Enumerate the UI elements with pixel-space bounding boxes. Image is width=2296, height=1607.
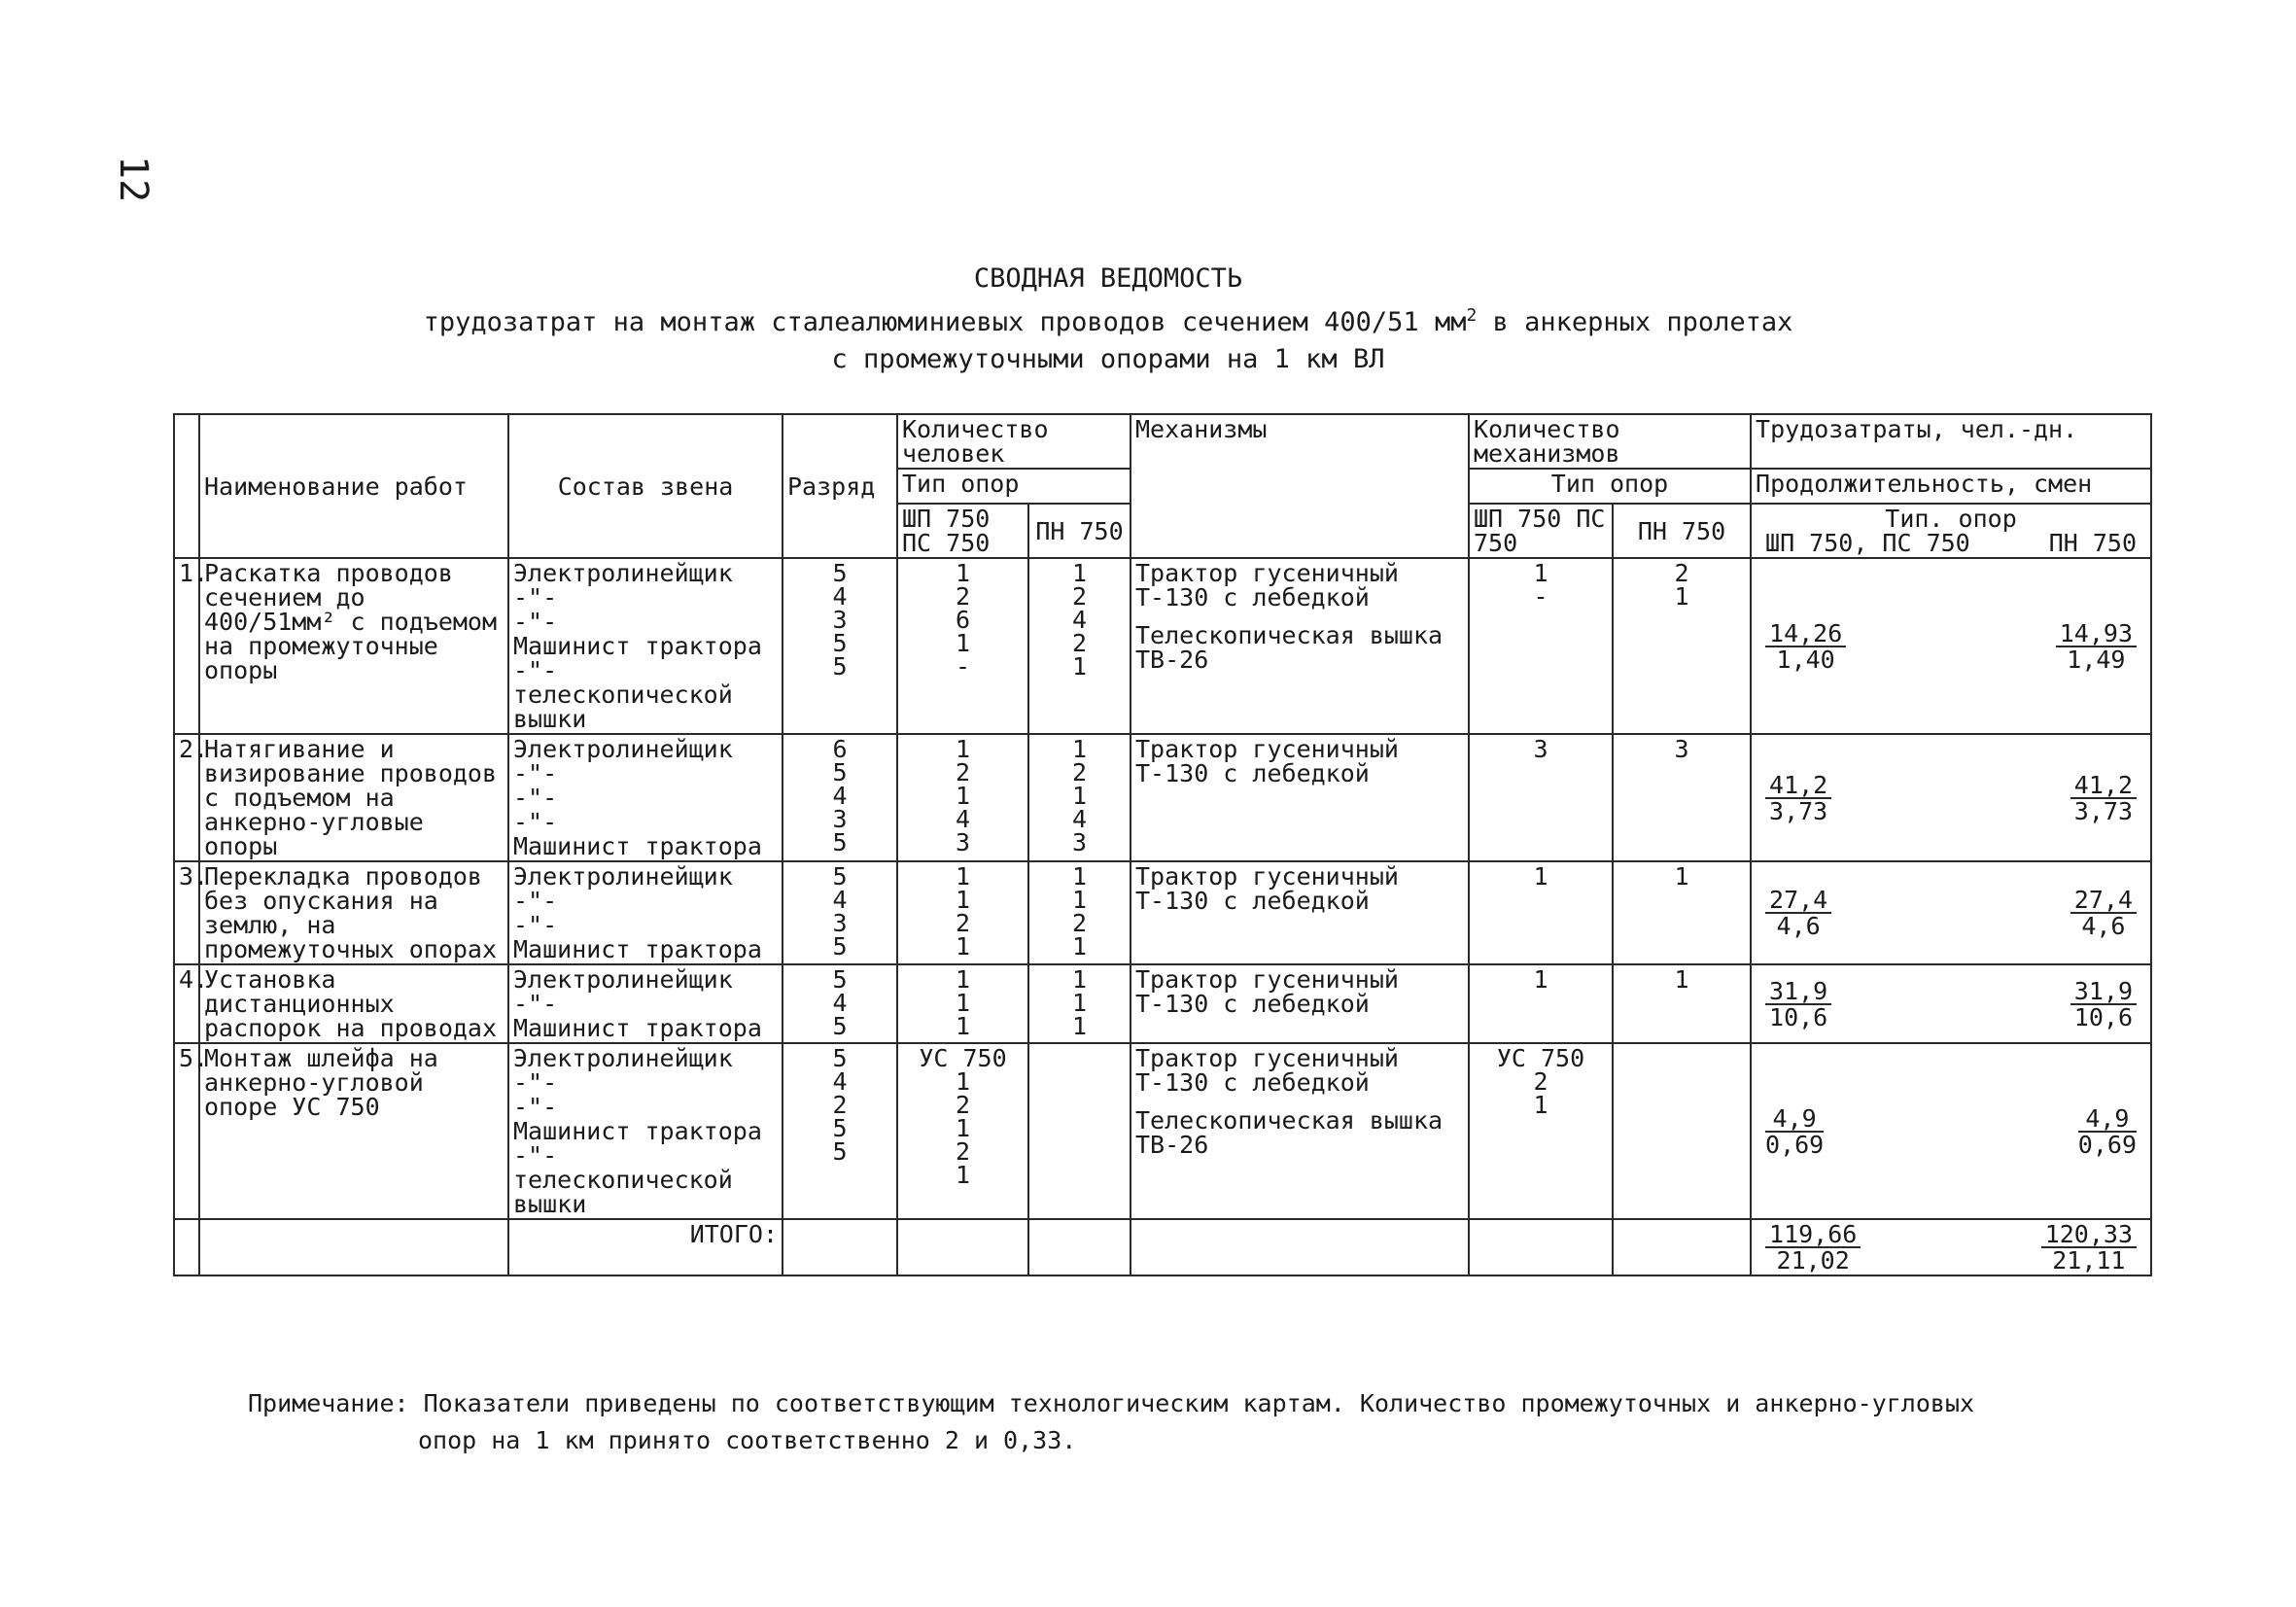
title-line-2-b: в анкерных пролетах [1477,307,1793,337]
labor-values [1756,976,2146,1031]
duration-value-b: 0,69 [2077,1130,2138,1159]
crew-member: -"- [513,583,558,611]
total-empty [1131,1219,1469,1275]
total-empty [199,1219,508,1275]
grade-list-item: 5 [832,629,848,657]
mechanisms [1131,1043,1469,1219]
table-row [174,861,2151,964]
labor-fraction-a [1765,888,1831,938]
labor-fraction-a [1765,618,1846,674]
grade-list [783,558,897,734]
crew-member: -"- [513,1068,558,1097]
crew-member: Машинист трактора [513,832,762,860]
footnote [248,1385,2143,1459]
people-pn-item: 2 [1071,909,1088,937]
crew-member: Машинист трактора [513,1014,762,1042]
mech-qty-pn-item: 2 [1674,559,1689,587]
mech-qty-shp-ps [1469,964,1613,1043]
duration-value-b: 10,6 [2073,1002,2134,1031]
grade-list-item: 4 [832,782,848,810]
crew-composition [508,1043,783,1219]
mechanism-item: Трактор гусеничный Т-130 с лебедкой [1135,965,1399,1018]
mechanisms [1131,558,1469,734]
crew-member: -"- [513,887,558,915]
summary-table [173,413,2152,1276]
people-shp-ps [897,734,1028,861]
mech-qty-shp-ps-item: 2 [1533,1067,1548,1096]
header-mech-shp-ps: ШП 750 ПС 750 [1469,504,1613,558]
people-pn-item: 2 [1071,758,1088,786]
header-type-supports-label: Тип. опор [1885,505,2017,533]
mech-qty-shp-ps-item: 1 [1533,559,1548,587]
grade-list-item: 6 [832,735,848,763]
crew-member: -"- [513,1093,558,1121]
labor-fraction-b [2070,770,2137,825]
grade-list-item: 5 [832,828,848,856]
grade-list-item: 4 [832,1067,848,1096]
labor-duration [1751,734,2151,861]
footnote-label: Примечание: [248,1389,409,1417]
header-people-pn: ПН 750 [1028,504,1131,558]
labor-duration [1751,861,2151,964]
title-line-2-a: трудозатрат на монтаж сталеалюминиевых проводов сечением 400/51 мм [423,307,1467,337]
mech-qty-pn-item: 1 [1674,582,1689,611]
mechanisms [1131,964,1469,1043]
labor-value-a: 14,26 [1765,621,1846,647]
grade-list-item: 4 [832,886,848,914]
crew-member: Электролинейщик [513,965,733,994]
people-pn-item: 4 [1071,606,1088,634]
labor-fraction-b [2077,1103,2138,1159]
people-pn [1028,1043,1131,1219]
people-shp-ps-item: 2 [955,582,971,611]
crew-member: -"- [513,808,558,836]
mech-qty-pn [1613,1043,1751,1219]
table-row [174,1043,2151,1219]
row-number: 4. [174,964,199,1043]
total-empty [897,1219,1028,1275]
labor-value-a: 41,2 [1765,773,1831,799]
people-pn-item: 1 [1071,886,1088,914]
crew-member: -"- телескопической вышки [513,1141,733,1218]
total-empty [1613,1219,1751,1275]
crew-member: -"- телескопической вышки [513,656,733,733]
total-empty [174,1219,199,1275]
header-duration: Продолжительность, смен [1751,469,2151,504]
grade-list-item: 5 [832,559,848,587]
work-name: Натягивание и визирование проводов с подъемом на анкерно-угловые опоры [199,734,508,861]
people-shp-ps [897,558,1028,734]
header-mechanisms: Механизмы [1131,414,1469,558]
labor-values [1756,618,2146,674]
labor-fraction-b [2041,1222,2137,1273]
crew-member: Электролинейщик [513,735,733,763]
labor-value-b: 120,33 [2041,1222,2137,1248]
crew-member: -"- [513,911,558,939]
labor-duration [1751,1043,2151,1219]
document-title [175,261,2041,378]
labor-value-a: 27,4 [1765,888,1831,914]
mechanisms [1131,861,1469,964]
total-empty [1028,1219,1131,1275]
people-pn-item: 2 [1071,629,1088,657]
mech-qty-pn [1613,861,1751,964]
grade-list-item: 5 [832,1137,848,1166]
grade-list-item: 5 [832,1114,848,1142]
mech-qty-pn-item: 1 [1674,862,1689,891]
crew-member: Машинист трактора [513,935,762,963]
mechanism-item: Трактор гусеничный Т-130 с лебедкой [1135,559,1399,611]
people-pn-item: 3 [1071,828,1088,856]
header-type-supports-cols [1756,531,2146,555]
people-pn-item: 4 [1071,805,1088,833]
mechanism-item: Трактор гусеничный Т-130 с лебедкой [1135,735,1399,787]
work-name: Монтаж шлейфа на анкерно-угловой опоре УС 750 [199,1043,508,1219]
crew-member: Электролинейщик [513,862,733,891]
crew-member: Электролинейщик [513,559,733,587]
crew-composition [508,734,783,861]
people-shp-ps-item: 2 [955,758,971,786]
work-name: Раскатка проводов сечением до 400/51мм² с подъемом на промежуточные опоры [199,558,508,734]
total-row [174,1219,2151,1275]
duration-value-a: 4,6 [1776,912,1821,940]
footnote-line-1 [248,1385,2143,1422]
header-type-supports [1751,504,2151,558]
footnote-text-1: Показатели приведены по соответствующим технологическим картам. Количество промежуточных и анкерно-угловых [408,1389,1975,1417]
header-num [174,414,199,558]
header-crew: Состав звена [508,414,783,558]
crew-member: -"- [513,759,558,787]
header-labor-shp-ps: ШП 750, ПС 750 [1765,529,1970,557]
title-line-1: СВОДНАЯ ВЕДОМОСТЬ [973,263,1243,294]
mech-qty-shp-ps-item: 3 [1533,735,1548,763]
total-empty [783,1219,897,1275]
labor-values [1756,770,2146,825]
mech-qty-shp-ps [1469,558,1613,734]
grade-list [783,734,897,861]
people-pn-item: 1 [1071,965,1088,994]
mech-qty-shp-ps [1469,861,1613,964]
labor-fraction-b [2056,618,2137,674]
title-line-2-sup: 2 [1466,305,1478,326]
header-support-type-mech: Тип опор [1469,469,1751,504]
labor-duration [1751,964,2151,1043]
people-shp-ps [897,861,1028,964]
header-name: Наименование работ [199,414,508,558]
people-pn [1028,861,1131,964]
crew-member: -"- [513,608,558,636]
footnote-line-2: опор на 1 км принято соответственно 2 и 0,33. [418,1426,1077,1454]
people-pn-item: 1 [1071,862,1088,891]
labor-value-a: 31,9 [1765,979,1831,1005]
people-pn-item: 2 [1071,582,1088,611]
people-shp-ps-item: 1 [955,629,971,657]
duration-value-a: 0,69 [1765,1130,1825,1159]
people-shp-ps-item: 6 [955,606,971,634]
duration-value-b: 1,49 [2067,645,2126,674]
mech-qty-shp-ps-item: 1 [1533,965,1548,994]
people-pn-item: 1 [1071,989,1088,1017]
people-shp-ps-item: 1 [955,862,971,891]
crew-member: -"- [513,784,558,812]
labor-value-a: 119,66 [1765,1222,1861,1248]
people-shp-ps-item: 1 [955,1114,971,1142]
grade-list-item: 3 [832,606,848,634]
mech-qty-pn-item: 3 [1674,735,1689,763]
duration-value-b: 3,73 [2073,796,2134,825]
people-shp-ps [897,1043,1028,1219]
grade-list-item: 4 [832,989,848,1017]
page-number: 12 [111,156,156,203]
labor-value-a: 4,9 [1765,1106,1824,1133]
people-shp-ps-item: 1 [955,1067,971,1096]
grade-list-item: 2 [832,1091,848,1119]
header-labor: Трудозатраты, чел.-дн. [1751,414,2151,469]
people-pn-item: 1 [1071,735,1088,763]
people-shp-ps-item: 1 [955,559,971,587]
people-shp-ps-item: 1 [955,965,971,994]
grade-list-item: 5 [832,862,848,891]
grade-list-item: 4 [832,582,848,611]
people-pn-item: 1 [1071,559,1088,587]
people-shp-ps-item: 2 [955,1091,971,1119]
row-number: 2. [174,734,199,861]
mech-qty-pn [1613,964,1751,1043]
crew-member: -"- [513,990,558,1018]
mech-qty-pn-item: 1 [1674,965,1689,994]
total-label: ИТОГО: [508,1219,783,1275]
people-shp-ps [897,964,1028,1043]
row-number: 5. [174,1043,199,1219]
labor-fraction-b [2070,888,2137,938]
people-pn [1028,964,1131,1043]
mech-qty-shp-ps [1469,1043,1613,1219]
crew-member: Машинист трактора [513,1117,762,1145]
header-people-shp-ps: ШП 750 ПС 750 [897,504,1028,558]
people-shp-ps-item: - [955,652,971,681]
header-people-qty: Количество человек [897,414,1131,469]
people-pn [1028,558,1131,734]
mechanism-item: Телескопическая вышка ТВ-26 [1135,1106,1444,1159]
people-shp-ps-item: 2 [955,909,971,937]
labor-fraction-a [1765,770,1831,825]
table-row [174,558,2151,734]
people-pn-item: 1 [1071,1012,1088,1040]
people-shp-ps-item: 1 [955,782,971,810]
mechanism-item: Телескопическая вышка ТВ-26 [1135,621,1444,674]
grade-list-item: 5 [832,965,848,994]
labor-value-b: 41,2 [2070,773,2137,799]
people-shp-ps-item: 1 [955,932,971,961]
total-labor-duration [1751,1219,2151,1275]
people-shp-ps-item: 2 [955,1137,971,1166]
labor-values [1756,1103,2146,1159]
mech-qty-pn [1613,558,1751,734]
labor-values [1756,1222,2146,1273]
mech-qty-pn [1613,734,1751,861]
labor-value-b: 14,93 [2056,621,2137,647]
people-shp-ps-item: 1 [955,989,971,1017]
people-shp-ps-item: 1 [955,1012,971,1040]
labor-duration [1751,558,2151,734]
row-number: 1. [174,558,199,734]
grade-list [783,1043,897,1219]
people-shp-ps-item: 4 [955,805,971,833]
header-grade: Разряд [783,414,897,558]
work-name: Установка дистанционных распорок на проводах [199,964,508,1043]
grade-list-item: 5 [832,758,848,786]
labor-fraction-a [1765,976,1831,1031]
crew-composition [508,558,783,734]
crew-member: Электролинейщик [513,1044,733,1072]
table-row [174,734,2151,861]
duration-value-a: 3,73 [1769,796,1828,825]
duration-value-b: 4,6 [2081,912,2126,940]
grade-list-item: 5 [832,1012,848,1040]
duration-value-a: 10,6 [1769,1002,1828,1031]
row-number: 3. [174,861,199,964]
header-support-type-people: Тип опор [897,469,1131,504]
duration-value-a: 1,40 [1776,645,1835,674]
grade-list [783,964,897,1043]
labor-fraction-a [1765,1103,1825,1159]
title-line-3: с промежуточными опорами на 1 км ВЛ [831,344,1385,374]
mech-qty-shp-ps [1469,734,1613,861]
people-shp-ps-item: 3 [955,828,971,856]
total-empty [1469,1219,1613,1275]
work-name: Перекладка проводов без опускания на землю, на промежуточных опорах [199,861,508,964]
grade-list-item: 5 [832,652,848,681]
people-pn-item: 1 [1071,782,1088,810]
labor-fraction-a [1765,1222,1861,1273]
table-row [174,964,2151,1043]
labor-value-b: 4,9 [2078,1106,2137,1133]
people-pn-item: 1 [1071,652,1088,681]
header-mech-pn: ПН 750 [1613,504,1751,558]
people-shp-ps-item: 1 [955,735,971,763]
mech-qty-shp-ps-item: 1 [1533,1091,1548,1119]
duration-value-b: 21,11 [2052,1246,2126,1275]
table-body [174,558,2151,1275]
grade-list [783,861,897,964]
header-labor-pn: ПН 750 [2048,529,2138,557]
title-line-2 [175,297,2041,341]
header-mech-qty: Количество механизмов [1469,414,1751,469]
labor-value-b: 31,9 [2070,979,2137,1005]
crew-member: Машинист трактора [513,632,762,660]
grade-list-item: 5 [832,1044,848,1072]
mech-qty-shp-ps-item: - [1533,582,1548,611]
people-shp-ps-item: 1 [955,1161,971,1189]
people-pn [1028,734,1131,861]
mech-qty-shp-ps-item: 1 [1533,862,1548,891]
labor-values [1756,888,2146,938]
labor-fraction-b [2070,976,2137,1031]
grade-list-item: 3 [832,805,848,833]
crew-composition [508,964,783,1043]
mechanisms [1131,734,1469,861]
mech-qty-shp-ps-item: УС 750 [1496,1044,1585,1072]
grade-list-item: 5 [832,932,848,961]
duration-value-a: 21,02 [1776,1246,1850,1275]
mechanism-item: Трактор гусеничный Т-130 с лебедкой [1135,862,1399,915]
people-shp-ps-item: 1 [955,886,971,914]
crew-composition [508,861,783,964]
labor-value-b: 27,4 [2070,888,2137,914]
people-pn-item: 1 [1071,932,1088,961]
mechanism-item: Трактор гусеничный Т-130 с лебедкой [1135,1044,1399,1097]
people-shp-ps-item: УС 750 [919,1044,1007,1072]
grade-list-item: 3 [832,909,848,937]
